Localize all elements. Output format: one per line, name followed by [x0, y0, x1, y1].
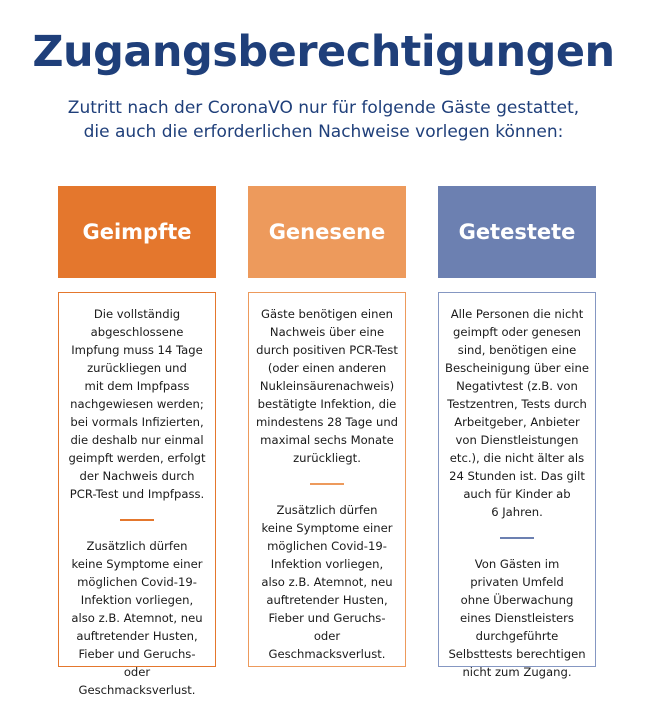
- subtitle-line-1: Zutritt nach der CoronaVO nur für folgende Gäste gestattet,: [67, 98, 580, 118]
- geimpfte-text-2: Zusätzlich dürfen keine Symptome einer möglichen Covid-19- Infektion vorliegen, also z.B. Atemnot, neu auftretender Husten, Fieber und Geruchs- oder Geschmacksverlust.: [71, 539, 203, 697]
- divider: [310, 483, 344, 485]
- divider: [500, 537, 534, 539]
- box-genesene: [248, 292, 406, 667]
- page-title: Zugangsberechtigungen: [32, 27, 615, 77]
- divider: [120, 519, 154, 521]
- genesene-text-1: Gäste benötigen einen Nachweis über eine durch positiven PCR-Test (oder einen anderen Nukleinsäurenachweis) bestätigte Infektion, die mindestens 28 Tage und maximal sechs Monate zurückliegt.: [255, 307, 399, 465]
- box-geimpfte: [58, 292, 216, 697]
- box-getestete: [438, 292, 596, 679]
- genesene-text-2: Zusätzlich dürfen keine Symptome einer möglichen Covid-19- Infektion vorliegen, also z.B. Atemnot, neu auftretender Husten, Fieber und Geruchs- oder Geschmacksverlust.: [261, 503, 393, 661]
- header-getestete: Getestete: [438, 186, 596, 278]
- header-geimpfte: Geimpfte: [58, 186, 216, 278]
- subtitle-line-2: die auch die erforderlichen Nachweise vorlegen können:: [83, 122, 564, 142]
- subtitle: [0, 96, 647, 144]
- geimpfte-text-1: Die vollständig abgeschlossene Impfung muss 14 Tage zurückliegen und mit dem Impfpass nachgewiesen werden; bei vormals Infizierten, die deshalb nur einmal geimpft werden, erfolgt der Nachweis durch PCR-Test und Impfpass.: [68, 307, 206, 501]
- getestete-text-1: Alle Personen die nicht geimpft oder genesen sind, benötigen eine Bescheinigung über eine Negativtest (z.B. von Testzentren, Tests durch Arbeitgeber, Anbieter von Dienstleistungen etc.), die nicht älter als 24 Stunden ist. Das gilt auch für Kinder ab 6 Jahren.: [445, 307, 589, 519]
- getestete-text-2: Von Gästen im privaten Umfeld ohne Überwachung eines Dienstleisters durchgeführte Selbsttests berechtigen nicht zum Zugang.: [448, 557, 586, 679]
- header-genesene: Genesene: [248, 186, 406, 278]
